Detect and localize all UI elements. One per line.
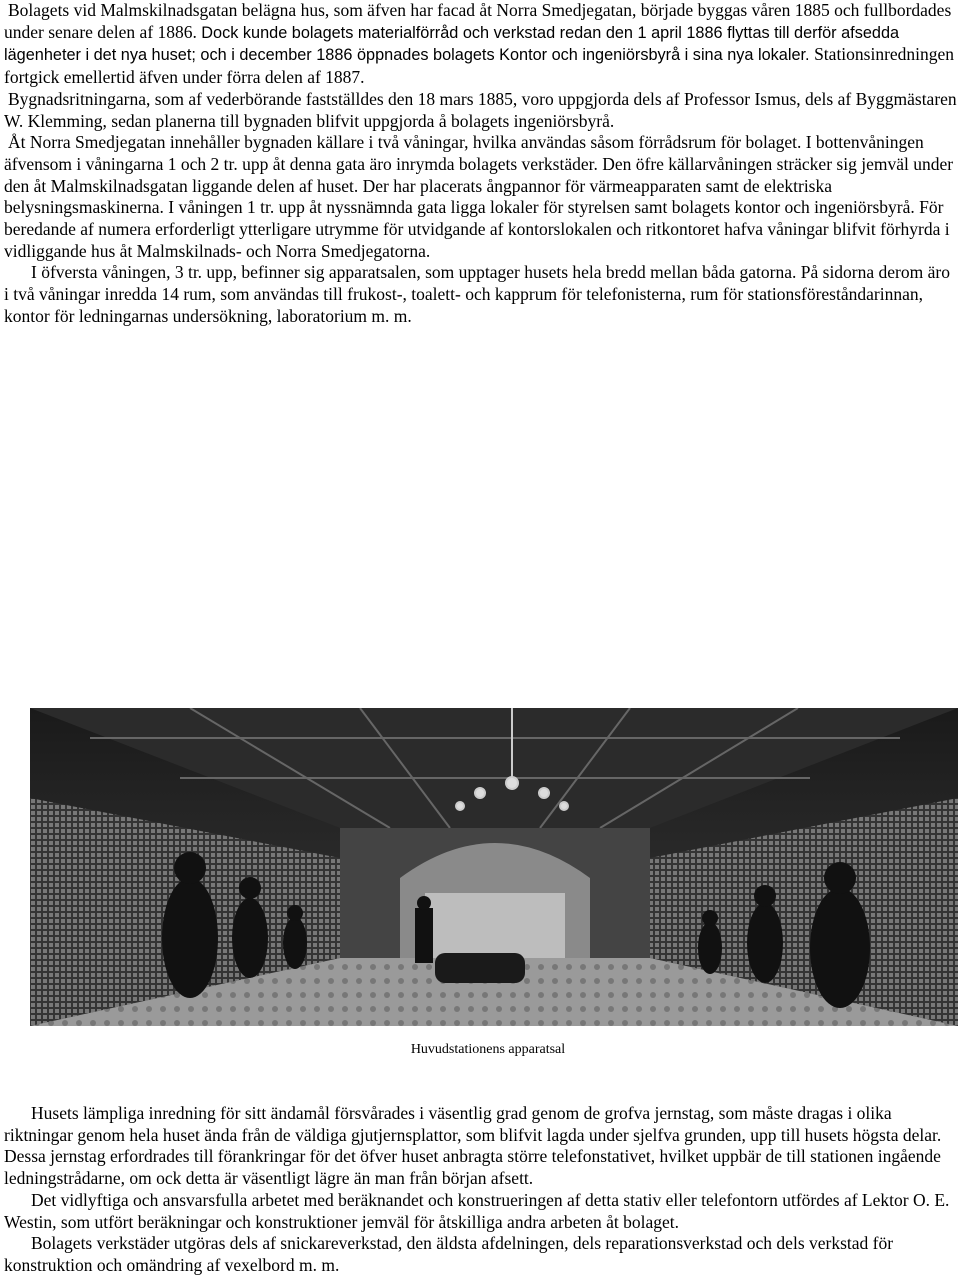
bottom-text-block bbox=[4, 1103, 958, 1277]
paragraph-norra-smedjegatan bbox=[4, 132, 958, 262]
paragraph-segment: I öfversta våningen, 3 tr. upp, befinner sig apparatsalen, som upptager husets hela bredd mellan båda gatorna. På sidorna derom äro i två våningar inredda 14 rum, som användas till frukost-, toalett- och kapprum för telefonisterna, rum för stationsföreståndarinnan, kontor för ledningarnas undersökning, laboratorium m. m. bbox=[4, 262, 950, 326]
paragraph-segment-sans: Dock kunde bolagets materialförråd och verkstad redan den 1 april 1886 flyttas till derför afsedda lägenheter i det nya huset; och i december 1886 öppnades bolagets Kontor och ingeniörsbyrå i sina nya lokaler. bbox=[4, 23, 900, 65]
paragraph-segment: Bygnadsritningarna, som af vederbörande fastställdes den 18 mars 1885, voro uppgjorda dels af Professor Ismus, dels af Byggmästaren W. Klemming, sedan planerna till bygnaden blifvit uppgjorda å bolagets ingeniörsbyrå. bbox=[4, 88, 957, 131]
paragraph-iron-rods: Husets lämpliga inredning för sitt ändamål försvårades i väsentlig grad genom de grofva jernstag, som måste dragas i olika riktningar genom hela huset ända från de väldiga gjutjernsplattor, som blifvit lagda under sjelfva grunden, upp till husets högsta delar. Dessa jernstag erfordrades till förankringar för det öfver huset anbragta större telefonstativet, hvilket uppbär de till stationen ingående ledningstrådarne, om ock detta är väsentligt lägre än man från början afsett. bbox=[4, 1103, 942, 1189]
paragraph-top-floor bbox=[4, 262, 958, 327]
photo-caption: Huvudstationens apparatsal bbox=[410, 1042, 566, 1057]
paragraph-segment: Åt Norra Smedjegatan innehåller bygnaden källare i två våningar, hvilka användas såsom förrådsrum för bolaget. I bottenvåningen äfvensom i våningarna 1 och 2 tr. upp åt denna gata äro inrymda bolagets verkstäder. Den öfre källarvåningen sträcker sig jemväl under den åt Malmskilnadsgatan liggande delen af huset. Der har placerats ångpannor för värmeapparaten samt de elektriska belysningsmaskinerna. I våningen 1 tr. upp åt nyssnämnda gata ligga lokaler för styrelsen samt bolagets kontor och ingeniörsbyrå. För beredande af numera erforderligt ytterligare utrymme för utvidgande af kontorslokalen och ritkontoret hafva våningar blifvit förhyrda i vidliggande hus åt Malmskilnads- och Norra Smedjegatorna. bbox=[4, 132, 954, 261]
paragraph-workshops: Bolagets verkstäder utgöras dels af snickareverkstad, den äldsta afdelningen, dels reparationsverkstad och dels verkstad för konstruktion och omändring af vexelbord m. m. bbox=[4, 1233, 894, 1275]
telephone-exchange-hall-photo bbox=[30, 708, 958, 1026]
photo-illustration bbox=[30, 708, 958, 1026]
paragraph-segment: Bolagets vid Malmskilnadsgatan belägna hus, som äfven har facad åt Norra Smedjegatan, började byggas våren 1885 och fullbordades under senare delen af 1886. bbox=[4, 0, 952, 42]
top-text-block bbox=[4, 0, 958, 328]
paragraph-construction-history bbox=[4, 0, 958, 89]
paragraph-segment: Stationsinredningen fortgick emellertid äfven under förra delen af 1887. bbox=[4, 44, 955, 88]
paragraph-building-drawings bbox=[4, 89, 958, 132]
paragraph-westin: Det vidlyftiga och ansvarsfulla arbetet med beräknandet och konstrueringen af detta stativ eller telefontorn utfördes af Lektor O. E. Westin, som utfört beräkningar och konstruktioner jemväl för åtskilliga andra arbeten åt bolaget. bbox=[4, 1189, 950, 1232]
